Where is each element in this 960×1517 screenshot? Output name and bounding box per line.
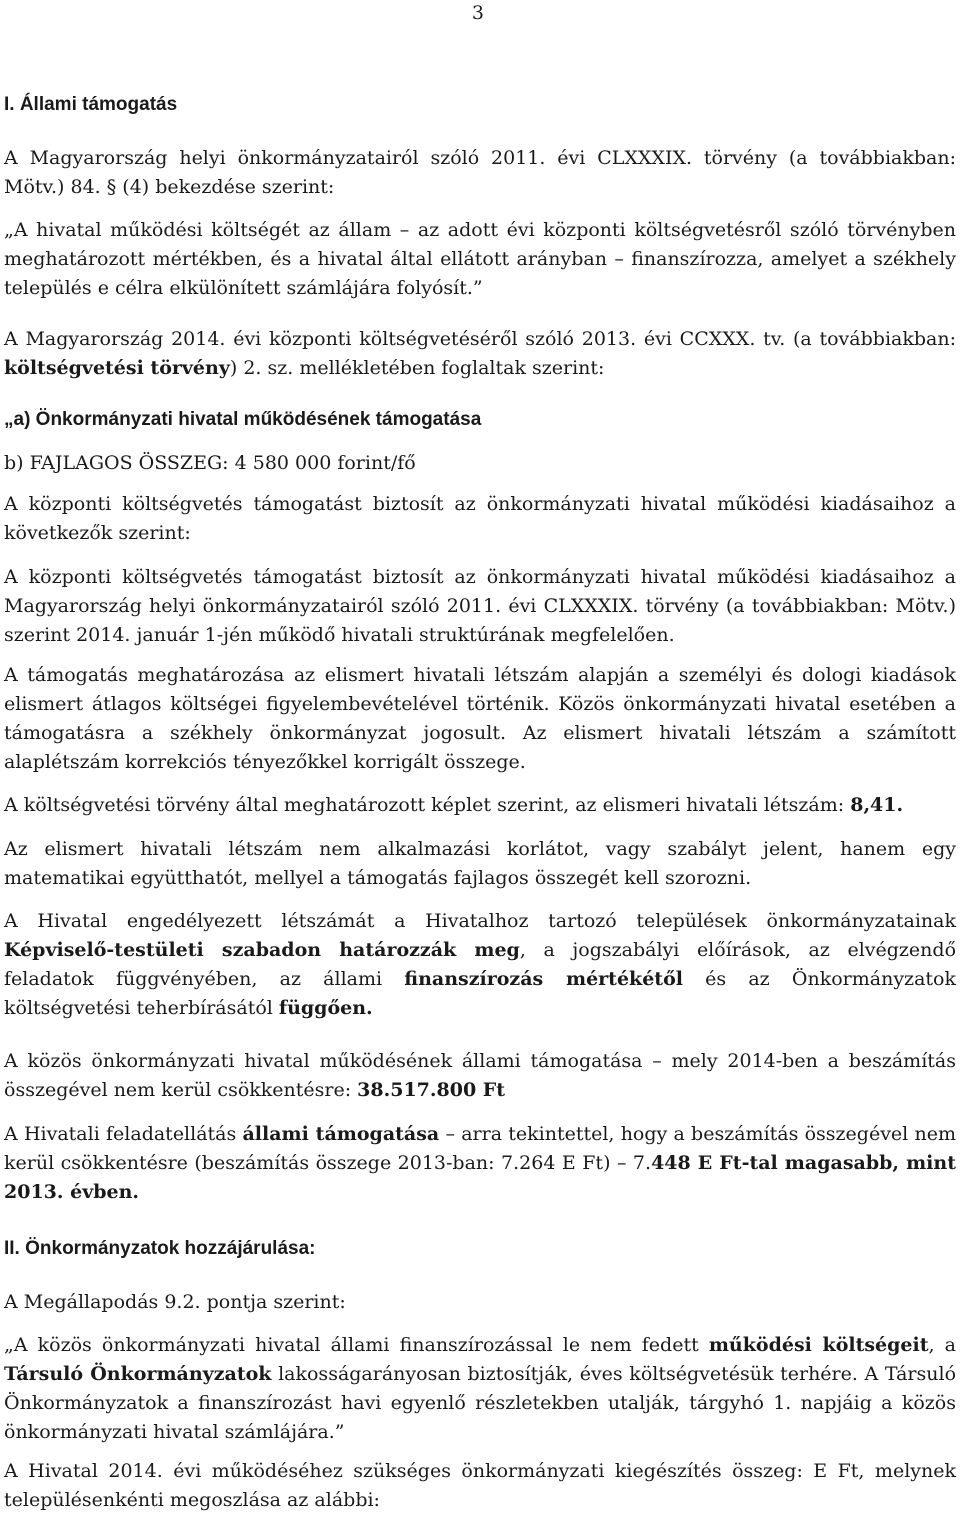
paragraph-common-office — [4, 1047, 956, 1105]
paragraph-motv: A Magyarország helyi önkormányzatairól szóló 2011. évi CLXXXIX. törvény (a továbbiakban: Mötv.) 84. § (4) bekezdése szerint: — [4, 147, 956, 198]
section-heading-1: I. Állami támogatás — [4, 94, 178, 115]
paragraph-feladatellatas — [4, 1120, 956, 1207]
paragraph-hivatal — [4, 907, 956, 1023]
staff-value: 8,41. — [850, 794, 904, 816]
paragraph-limit: Az elismert hivatali létszám nem alkalmazási korlátot, vagy szabályt jelent, hanem egy matematikai együtthatót, mellyel a támogatás fajlagos összegét kell szorozni. — [4, 838, 956, 889]
hivatal-bold-3: függően. — [278, 997, 373, 1019]
paragraph-supplement: A Hivatal 2014. évi működéséhez szükséges önkormányzati kiegészítés összeg: E Ft, melynek településenkénti megoszlása az alábbi: — [4, 1460, 956, 1511]
hivatal-bold-2: finanszírozás mértékétől — [404, 968, 683, 990]
paragraph-central-1: A központi költségvetés támogatást biztosít az önkormányzati hivatal működési kiadásaihoz a következők szerint: — [4, 493, 956, 544]
common-text: A közös önkormányzati hivatal működésének állami támogatása – mely 2014-ben a beszámítás összegével nem kerül csökkentésre: — [4, 1050, 956, 1101]
feladat-bold-2: 448 E Ft-tal magasabb, mint 2013. évben. — [4, 1152, 956, 1203]
paragraph-fajlagos: b) FAJLAGOS ÖSSZEG: 4 580 000 forint/fő — [4, 452, 416, 474]
paragraph-quote-contribution — [4, 1331, 956, 1447]
subheading-a: „a) Önkormányzati hivatal működésének támogatása — [4, 409, 482, 430]
quote2-text-2: , a — [928, 1334, 956, 1356]
paragraph-quote-hivatal: „A hivatal működési költségét az állam – az adott évi központi költségvetésről szóló törvényben meghatározott mértékben, és a hivatal által ellátott arányban – finanszírozza, amelyet a székhely település e célra elkülönített számlájára folyósít.” — [4, 219, 956, 299]
staff-text: A költségvetési törvény által meghatározott képlet szerint, az elismeri hivatali létszám: — [4, 794, 851, 816]
quote2-text-1: „A közös önkormányzati hivatal állami finanszírozással le nem fedett — [4, 1334, 709, 1356]
paragraph-agreement: A Megállapodás 9.2. pontja szerint: — [4, 1291, 346, 1313]
paragraph-determination: A támogatás meghatározása az elismert hivatali létszám alapján a személyi és dologi kiadások elismert átlagos költségei figyelembevételével történik. Közös önkormányzati hivatal esetében a támogatásra a székhely önkormányzat jogosult. Az elismert hivatali létszám a számított alaplétszám korrekciós tényezőkkel korrigált összege. — [4, 664, 956, 773]
budget-bold-term: költségvetési törvény — [4, 357, 230, 379]
budget-text-2: ) 2. sz. mellékletében foglaltak szerint: — [229, 357, 605, 379]
paragraph-central-2: A központi költségvetés támogatást biztosít az önkormányzati hivatal működési kiadásaihoz a Magyarország helyi önkormányzatairól szóló 2011. évi CLXXXIX. törvény (a továbbiakban: Mötv.) szerint 2014. január 1-jén működő hivatali struktúrának megfelelően. — [4, 566, 956, 646]
page-number: 3 — [471, 2, 484, 24]
hivatal-bold-1: Képviselő-testületi szabadon határozzák meg — [4, 939, 520, 961]
budget-text-1: A Magyarország 2014. évi központi költségvetéséről szóló 2013. évi CCXXX. tv. (a továbbiakban: — [4, 328, 956, 350]
common-amount: 38.517.800 Ft — [357, 1079, 506, 1101]
paragraph-budget-law — [4, 325, 956, 383]
feladat-text-2: – arra tekintettel, hogy a beszámítás összegével nem kerül csökkentésre (beszámítás összege 2013-ban: 7.264 E Ft) – 7. — [4, 1123, 956, 1174]
paragraph-staff — [4, 791, 956, 820]
feladat-bold-1: állami támogatása — [242, 1123, 440, 1145]
hivatal-text-3: és az Önkormányzatok költségvetési teherbírásától — [4, 968, 956, 1019]
quote2-bold-2: Társuló Önkormányzatok — [4, 1363, 272, 1385]
quote2-text-3: lakosságarányosan biztosítják, éves költségvetésük terhére. A Társuló Önkormányzatok a finanszírozást havi egyenlő részletekben utalják, tárgyhó 1. napjáig a közös önkormányzati hivatal számlájára.” — [4, 1363, 957, 1443]
quote2-bold-1: működési költségeit — [708, 1334, 929, 1356]
section-heading-2: II. Önkormányzatok hozzájárulása: — [4, 1238, 316, 1259]
hivatal-text-2: , a jogszabályi előírások, az elvégzendő feladatok függvényében, az állami — [4, 939, 957, 990]
hivatal-text-1: A Hivatal engedélyezett létszámát a Hivatalhoz tartozó települések önkormányzatainak — [4, 910, 956, 932]
feladat-text-1: A Hivatali feladatellátás — [4, 1123, 243, 1145]
document-page — [4, 0, 956, 1517]
